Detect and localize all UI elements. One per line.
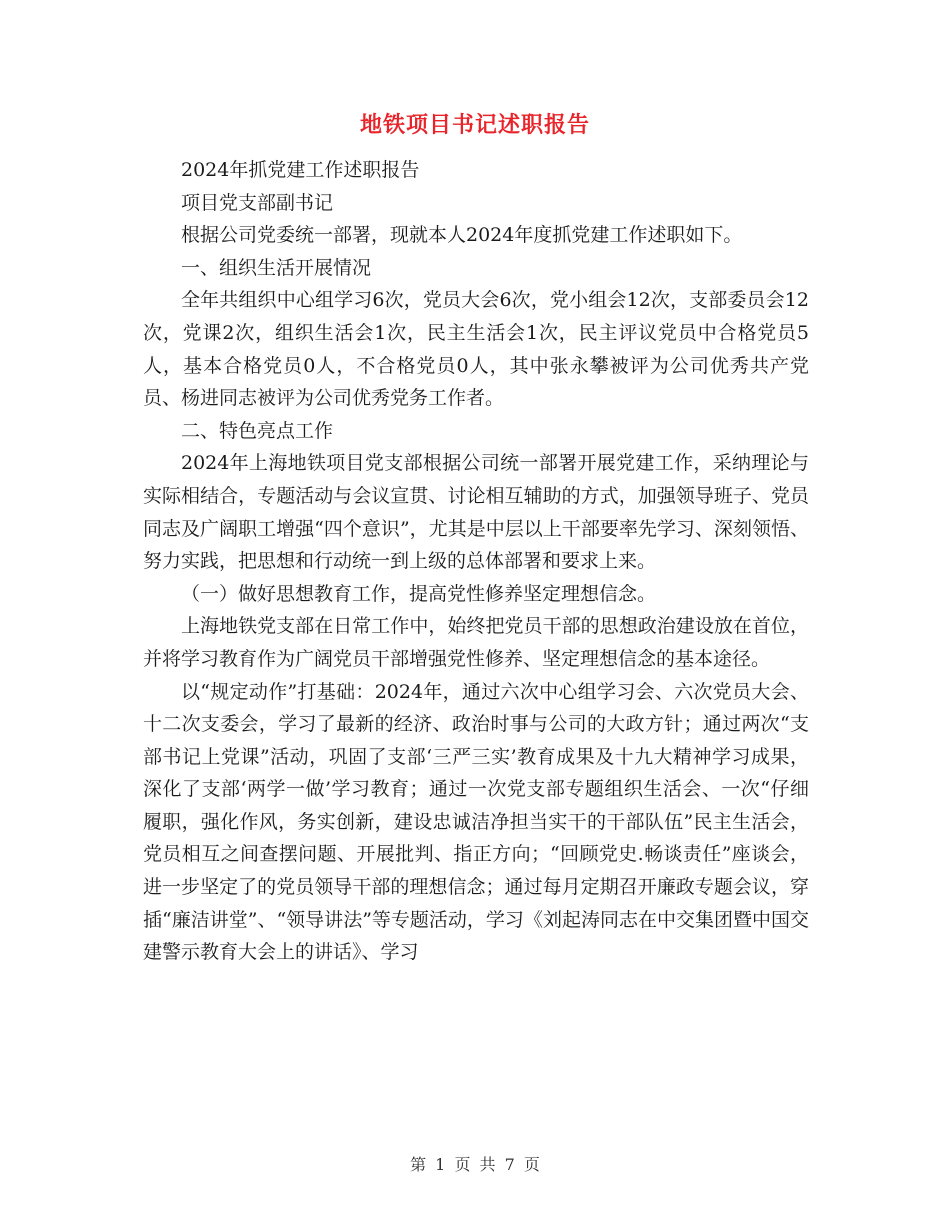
page-number-footer: 第 1 页 共 7 页: [410, 1155, 540, 1174]
paragraph-body: 全年共组织中心组学习6次，党员大会6次，党小组会12次，支部委员会12次，党课2次，组织生活会1次，民主生活会1次，民主评议党员中合格党员5人，基本合格党员0人，不合格党员0人，其中张永攀被评为公司优秀共产党员、杨进同志被评为公司优秀党务工作者。: [143, 289, 809, 410]
document-title: 地铁项目书记述职报告: [359, 112, 590, 138]
document-body: [143, 154, 809, 969]
paragraph-body: 以“规定动作”打基础：2024年，通过六次中心组学习会、六次党员大会、十二次支委会，学习了最新的经济、政治时事与公司的大政方针；通过两次“支部书记上党课”活动，巩固了支部‘三严三实’教育成果及十九大精神学习成果，深化了支部‘两学一做’学习教育；通过一次党支部专题组织生活会、一次“仔细履职，强化作风，务实创新，建设忠诚洁净担当实干的干部队伍”民主生活会，党员相互之间查摆问题、开展批判、指正方向；“回顾党史.畅谈责任”座谈会，进一步坚定了的党员领导干部的理想信念；通过每月定期召开廉政专题会议，穿插“廉洁讲堂”、“领导讲法”等专题活动，学习《刘起涛同志在中交集团暨中国交建警示教育大会上的讲话》、学习: [143, 680, 809, 964]
paragraph-report-heading: 2024年抓党建工作述职报告: [181, 159, 420, 181]
paragraph-author-role: 项目党支部副书记: [181, 191, 334, 214]
paragraph-body: 2024年上海地铁项目党支部根据公司统一部署开展党建工作，采纳理论与实际相结合，专题活动与会议宣贯、讨论相互辅助的方式，加强领导班子、党员同志及广阔职工增强“四个意识”，尤其是中层以上干部要率先学习、深刻领悟、努力实践，把思想和行动统一到上级的总体部署和要求上来。: [143, 452, 809, 573]
paragraph-intro: 根据公司党委统一部署，现就本人2024年度抓党建工作述职如下。: [181, 224, 743, 247]
section-heading-1: 一、组织生活开展情况: [181, 256, 372, 279]
section-heading-2: 二、特色亮点工作: [181, 419, 334, 442]
paragraph-body: 上海地铁党支部在日常工作中，始终把党员干部的思想政治建设放在首位，并将学习教育作为广阔党员干部增强党性修养、坚定理想信念的基本途径。: [143, 615, 809, 670]
subsection-heading-1: （一）做好思想教育工作，提高党性修养坚定理想信念。: [181, 582, 657, 605]
